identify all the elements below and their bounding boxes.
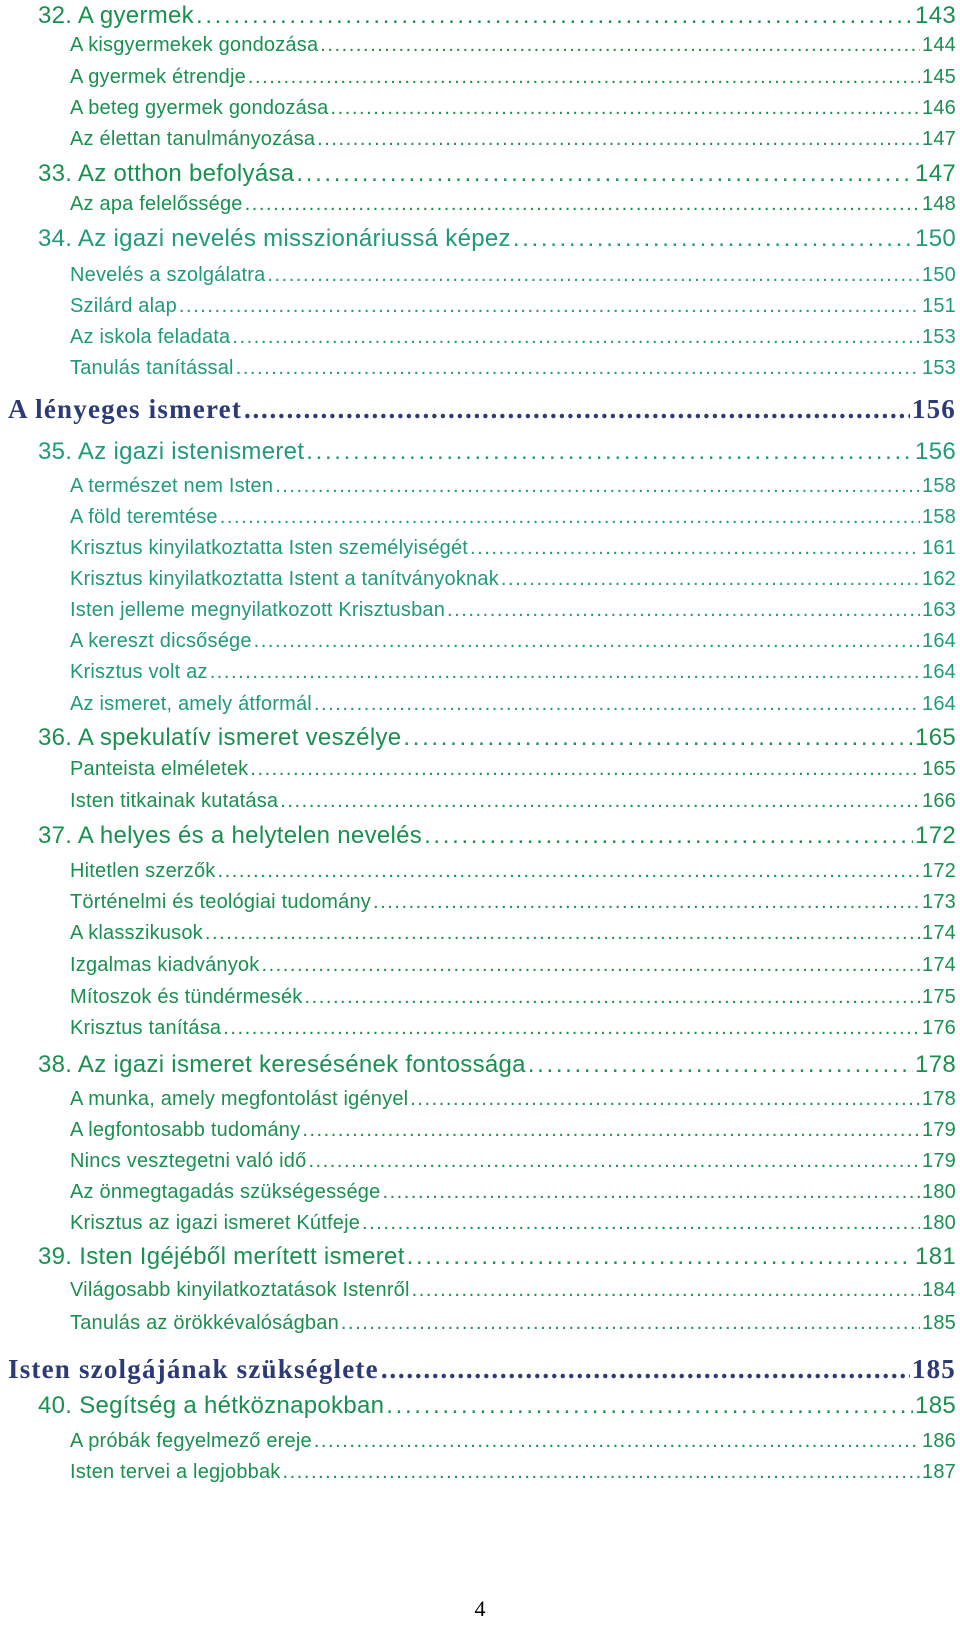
toc-section-entry — [70, 1119, 956, 1142]
toc-section-entry — [70, 922, 956, 945]
dot-leader — [245, 193, 920, 216]
toc-section-entry — [70, 97, 956, 120]
dot-leader — [308, 1150, 920, 1173]
toc-entry-title: A kisgyermekek gondozása — [70, 34, 319, 56]
toc-section-entry — [70, 860, 956, 883]
toc-entry-page: 143 — [915, 2, 956, 29]
toc-section-entry — [70, 537, 956, 560]
toc-entry-page: 185 — [915, 1392, 956, 1419]
toc-section-entry — [70, 326, 956, 349]
toc-section-entry — [70, 891, 956, 914]
dot-leader — [513, 225, 913, 253]
toc-entry-title: A legfontosabb tudomány — [70, 1119, 301, 1141]
toc-entry-page: 156 — [915, 438, 956, 465]
toc-entry-title: Isten tervei a legjobbak — [70, 1461, 281, 1483]
dot-leader — [196, 2, 913, 30]
toc-entry-title: Krisztus tanítása — [70, 1017, 222, 1039]
dot-leader — [320, 34, 920, 57]
toc-entry-page: 180 — [922, 1181, 956, 1203]
toc-entry-title: 38. Az igazi ismeret keresésének fontossága — [38, 1051, 526, 1078]
dot-leader — [267, 264, 920, 287]
toc-entry-page: 172 — [915, 822, 956, 849]
toc-entry-page: 161 — [922, 537, 956, 559]
toc-entry-title: Az apa felelőssége — [70, 193, 243, 215]
toc-chapter-entry — [38, 225, 956, 253]
toc-section-entry — [70, 599, 956, 622]
toc-entry-page: 146 — [922, 97, 956, 119]
dot-leader — [282, 1461, 920, 1484]
toc-entry-title: 34. Az igazi nevelés misszionáriussá képez — [38, 225, 511, 252]
toc-chapter-entry — [38, 1243, 956, 1271]
toc-entry-title: Az önmegtagadás szükségessége — [70, 1181, 381, 1203]
toc-entry-title: A próbák fegyelmező ereje — [70, 1430, 312, 1452]
toc-entry-page: 178 — [915, 1051, 956, 1078]
dot-leader — [501, 568, 920, 591]
toc-entry-title: Hitetlen szerzők — [70, 860, 216, 882]
page-number: 4 — [474, 1596, 486, 1621]
dot-leader — [317, 128, 920, 151]
toc-chapter-entry — [38, 1051, 956, 1079]
toc-section-entry — [70, 1430, 956, 1453]
dot-leader — [314, 1430, 920, 1453]
toc-section-entry — [70, 1461, 956, 1484]
toc-entry-title: A gyermek étrendje — [70, 66, 246, 88]
toc-entry-title: Isten jelleme megnyilatkozott Krisztusban — [70, 599, 446, 621]
dot-leader — [373, 891, 920, 914]
toc-section-entry — [70, 661, 956, 684]
dot-leader — [304, 986, 920, 1009]
toc-section-entry — [70, 1279, 956, 1302]
toc-part-heading — [8, 1354, 956, 1385]
toc-entry-page: 153 — [922, 326, 956, 348]
toc-entry-page: 145 — [922, 66, 956, 88]
toc-entry-page: 174 — [922, 954, 956, 976]
toc-section-entry — [70, 790, 956, 813]
toc-section-entry — [70, 568, 956, 591]
toc-entry-title: A lényeges ismeret — [8, 394, 243, 424]
toc-entry-title: Nevelés a szolgálatra — [70, 264, 266, 286]
toc-entry-title: Mítoszok és tündérmesék — [70, 986, 303, 1008]
toc-section-entry — [70, 193, 956, 216]
toc-entry-page: 162 — [922, 568, 956, 590]
dot-leader — [386, 1392, 913, 1420]
toc-entry-page: 179 — [922, 1150, 956, 1172]
toc-chapter-entry — [38, 1392, 956, 1420]
dot-leader — [331, 97, 921, 120]
dot-leader — [280, 790, 920, 813]
dot-leader — [341, 1312, 920, 1335]
toc-section-entry — [70, 1088, 956, 1111]
toc-chapter-entry — [38, 724, 956, 752]
toc-entry-title: 33. Az otthon befolyása — [38, 160, 295, 187]
dot-leader — [412, 1279, 920, 1302]
toc-section-entry — [70, 630, 956, 653]
toc-entry-title: A klasszikusok — [70, 922, 203, 944]
toc-entry-title: Krisztus kinyilatkoztatta Istent a tanítványoknak — [70, 568, 499, 590]
dot-leader — [248, 66, 920, 89]
dot-leader — [362, 1212, 920, 1235]
toc-section-entry — [70, 1312, 956, 1335]
toc-entry-page: 147 — [915, 160, 956, 187]
toc-entry-page: 184 — [922, 1279, 956, 1301]
toc-section-entry — [70, 506, 956, 529]
toc-entry-page: 179 — [922, 1119, 956, 1141]
toc-entry-title: Az élettan tanulmányozása — [70, 128, 316, 150]
dot-leader — [261, 954, 920, 977]
toc-section-entry — [70, 758, 956, 781]
dot-leader — [210, 661, 920, 684]
toc-entry-page: 165 — [922, 758, 956, 780]
dot-leader — [223, 1017, 920, 1040]
toc-chapter-entry — [38, 438, 956, 466]
toc-section-entry — [70, 34, 956, 57]
toc-section-entry — [70, 475, 956, 498]
toc-entry-title: 36. A spekulatív ismeret veszélye — [38, 724, 402, 751]
toc-entry-title: Krisztus az igazi ismeret Kútfeje — [70, 1212, 361, 1234]
toc-entry-title: 39. Isten Igéjéből merített ismeret — [38, 1243, 405, 1270]
toc-entry-title: Történelmi és teológiai tudomány — [70, 891, 371, 913]
toc-entry-title: Krisztus volt az — [70, 661, 208, 683]
toc-entry-page: 166 — [922, 790, 956, 812]
toc-chapter-entry — [38, 160, 956, 188]
toc-entry-title: Az iskola feladata — [70, 326, 231, 348]
dot-leader — [275, 475, 920, 498]
toc-entry-page: 151 — [922, 295, 956, 317]
toc-section-entry — [70, 1181, 956, 1204]
toc-entry-title: Nincs vesztegetni való idő — [70, 1150, 307, 1172]
toc-entry-title: 37. A helyes és a helytelen nevelés — [38, 822, 423, 849]
toc-entry-title: Krisztus kinyilatkoztatta Isten személyiségét — [70, 537, 469, 559]
dot-leader — [205, 922, 920, 945]
dot-leader — [232, 326, 920, 349]
toc-entry-page: 176 — [922, 1017, 956, 1039]
toc-entry-page: 178 — [922, 1088, 956, 1110]
dot-leader — [220, 506, 920, 529]
dot-leader — [470, 537, 920, 560]
toc-entry-page: 158 — [922, 475, 956, 497]
toc-section-entry — [70, 264, 956, 287]
toc-entry-title: 32. A gyermek — [38, 2, 194, 29]
toc-entry-title: 35. Az igazi istenismeret — [38, 438, 305, 465]
dot-leader — [236, 357, 920, 380]
toc-entry-page: 163 — [922, 599, 956, 621]
toc-entry-title: Szilárd alap — [70, 295, 177, 317]
toc-entry-page: 165 — [915, 724, 956, 751]
toc-section-entry — [70, 128, 956, 151]
toc-entry-title: Isten titkainak kutatása — [70, 790, 279, 812]
dot-leader — [217, 860, 920, 883]
toc-entry-page: 148 — [922, 193, 956, 215]
toc-section-entry — [70, 1212, 956, 1235]
toc-section-entry — [70, 66, 956, 89]
dot-leader — [381, 1354, 910, 1385]
dot-leader — [179, 295, 920, 318]
toc-section-entry — [70, 357, 956, 380]
toc-entry-page: 150 — [915, 225, 956, 252]
toc-entry-title: A kereszt dicsősége — [70, 630, 252, 652]
toc-entry-title: A munka, amely megfontolást igényel — [70, 1088, 409, 1110]
toc-entry-title: A beteg gyermek gondozása — [70, 97, 329, 119]
toc-entry-page: 172 — [922, 860, 956, 882]
toc-entry-page: 180 — [922, 1212, 956, 1234]
dot-leader — [306, 438, 913, 466]
toc-entry-page: 185 — [922, 1312, 956, 1334]
toc-entry-page: 164 — [922, 630, 956, 652]
toc-entry-page: 150 — [922, 264, 956, 286]
toc-chapter-entry — [38, 822, 956, 850]
dot-leader — [528, 1051, 913, 1079]
toc-entry-title: Az ismeret, amely átformál — [70, 693, 312, 715]
toc-section-entry — [70, 295, 956, 318]
toc-part-heading — [8, 394, 956, 425]
toc-section-entry — [70, 954, 956, 977]
dot-leader — [244, 394, 910, 425]
dot-leader — [254, 630, 920, 653]
dot-leader — [447, 599, 920, 622]
toc-chapter-entry — [38, 2, 956, 30]
dot-leader — [407, 1243, 913, 1271]
toc-entry-title: Isten szolgájának szükséglete — [8, 1354, 379, 1384]
toc-entry-page: 158 — [922, 506, 956, 528]
dot-leader — [410, 1088, 920, 1111]
toc-entry-page: 187 — [922, 1461, 956, 1483]
toc-entry-title: Tanulás az örökkévalóságban — [70, 1312, 339, 1334]
toc-entry-title: Panteista elméletek — [70, 758, 249, 780]
toc-entry-page: 147 — [922, 128, 956, 150]
dot-leader — [296, 160, 913, 188]
toc-entry-page: 144 — [922, 34, 956, 56]
dot-leader — [382, 1181, 920, 1204]
dot-leader — [250, 758, 920, 781]
toc-entry-title: Izgalmas kiadványok — [70, 954, 260, 976]
dot-leader — [314, 693, 920, 716]
toc-entry-title: 40. Segítség a hétköznapokban — [38, 1392, 385, 1419]
toc-entry-page: 156 — [911, 394, 956, 424]
toc-entry-title: A föld teremtése — [70, 506, 218, 528]
toc-entry-page: 181 — [915, 1243, 956, 1270]
toc-entry-page: 186 — [922, 1430, 956, 1452]
dot-leader — [424, 822, 913, 850]
toc-section-entry — [70, 693, 956, 716]
toc-entry-page: 164 — [922, 661, 956, 683]
toc-entry-title: Tanulás tanítással — [70, 357, 234, 379]
toc-entry-page: 175 — [922, 986, 956, 1008]
toc-section-entry — [70, 1017, 956, 1040]
toc-entry-page: 153 — [922, 357, 956, 379]
toc-entry-title: A természet nem Isten — [70, 475, 274, 497]
dot-leader — [302, 1119, 920, 1142]
toc-entry-page: 185 — [911, 1354, 956, 1384]
toc-section-entry — [70, 986, 956, 1009]
toc-entry-page: 173 — [922, 891, 956, 913]
toc-entry-page: 174 — [922, 922, 956, 944]
toc-entry-page: 164 — [922, 693, 956, 715]
toc-entry-title: Világosabb kinyilatkoztatások Istenről — [70, 1279, 410, 1301]
toc-section-entry — [70, 1150, 956, 1173]
dot-leader — [403, 724, 913, 752]
